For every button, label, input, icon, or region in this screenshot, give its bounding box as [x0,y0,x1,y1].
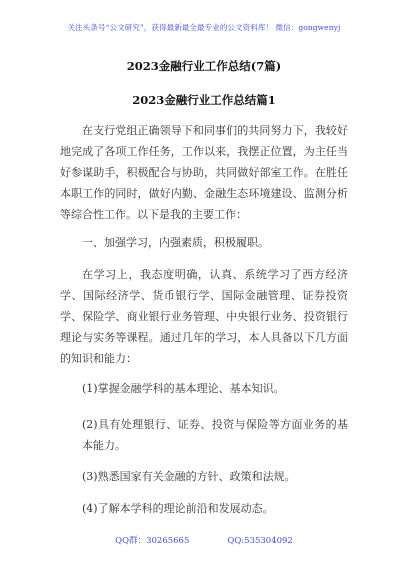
paragraph-heading-one: 一、加强学习，内强素质，积极履职。 [82,236,269,249]
list-item-3: (3)熟悉国家有关金融的方针、政策和法规。 [82,470,296,483]
paragraph-study: 在学习上，我态度明确，认真、系统学习了西方经济学、国际经济学、货币银行学、国际金融管理、证券投资学、保险学、商业银行业务管理、中央银行业务、投资银行理论与实务等课程。通过几年的学习，本人具备以下几方面的知识和能力： [60,268,348,365]
list-item-4: (4)了解本学科的理论前沿和发展动态。 [82,502,274,515]
footer-contact [0,534,408,546]
footer-qq: QQ:535304092 [227,536,293,546]
section-title: 2023金融行业工作总结篇1 [132,93,276,107]
footer-qq-group: QQ群：30265665 [115,536,190,546]
list-item-1: (1)掌握金融学科的基本理论、基本知识。 [82,382,285,395]
document-title: 2023金融行业工作总结(7篇) [126,59,282,73]
header-banner: 关注头条号“公文研究”，获得最新最全最专业的公文资料库！ 微信：gongwenyj [67,23,341,32]
list-item-2: (2)具有处理银行、证券、投资与保险等方面业务的基本能力。 [82,418,348,452]
paragraph-intro: 在支行党组正确领导下和同事们的共同努力下，我较好地完成了各项工作任务，工作以来，我摆正位置，为主任当好参谋助手，积极配合与协助，共同做好部室工作。在胜任本职工作的同时，做好内勤、金融生态环境建设、监测分析等综合性工作。以下是我的主要工作： [60,124,348,221]
